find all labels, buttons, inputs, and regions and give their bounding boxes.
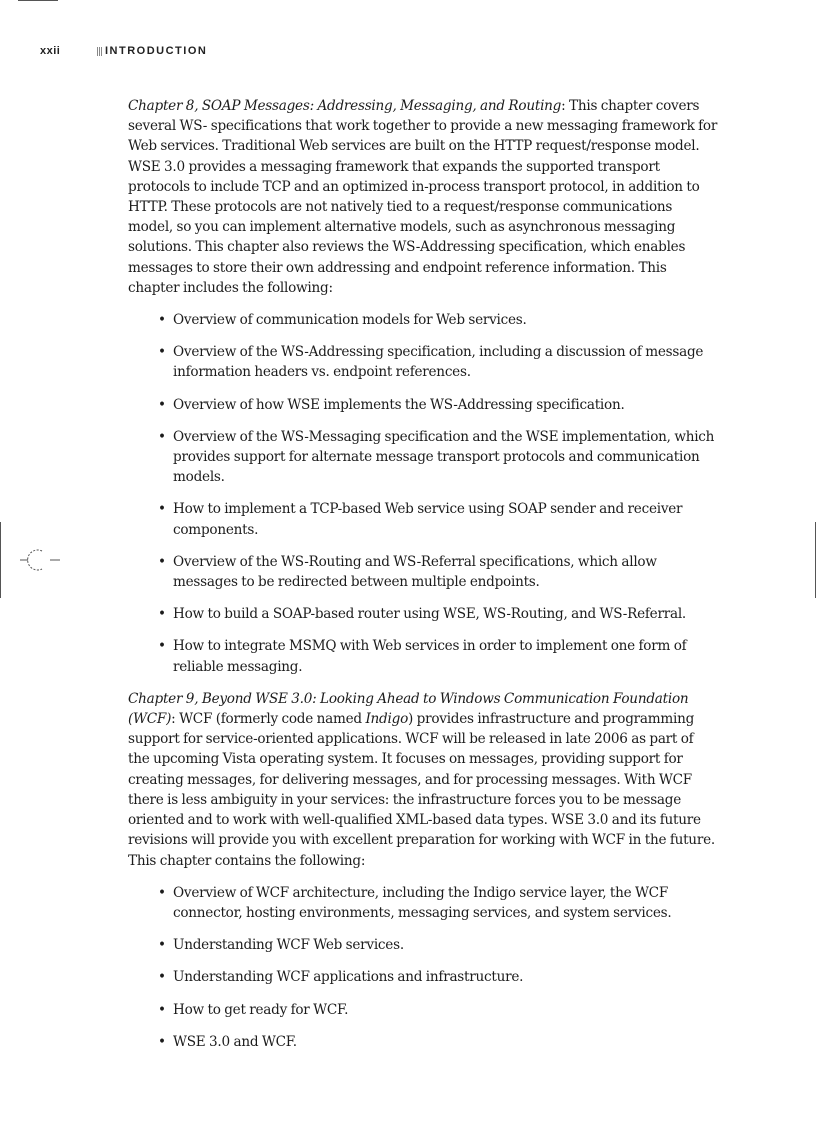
crop-mark-left [0,522,1,598]
chapter-9-description-end: ) provides infrastructure and programming support for service-oriented applications. WCF will be released in late 2006 as part of the upcoming Vista operating system. It focuses on messages, providing support for creating messages, for delivering messages, and for processing messages. With WCF there is less ambiguity in your services: the infrastructure forces you to be message oriented and to work with well-qualified XML-based data types. WSE 3.0 and its future revisions will provide you with excellent preparation for working with WCF in the future. This chapter contains the following: [128,711,715,869]
list-item: • Overview of how WSE implements the WS-Addressing specification. [128,395,718,415]
list-item: • WSE 3.0 and WCF. [128,1032,718,1052]
list-item: • How to integrate MSMQ with Web services in order to implement one form of reliable messaging. [128,636,718,676]
list-item: • Overview of the WS-Routing and WS-Referral specifications, which allow messages to be redirected between multiple endpoints. [128,552,718,592]
chapter-9-list [128,883,718,1052]
list-item: • How to implement a TCP-based Web service using SOAP sender and receiver components. [128,499,718,539]
chapter-9-title: Chapter 9, Beyond WSE 3.0: Looking Ahead to Windows Communication Foundation (WCF) [128,690,689,728]
running-head [40,44,207,58]
registration-mark-icon [20,548,60,572]
chapter-9-description-start: : WCF (formerly code named [171,711,366,728]
list-item: • Overview of WCF architecture, including the Indigo service layer, the WCF connector, hosting environments, messaging services, and system services. [128,883,718,923]
chapter-8-paragraph [128,96,718,298]
list-item: • Overview of the WS-Addressing specification, including a discussion of message information headers vs. endpoint references. [128,342,718,382]
header-separator-icon [97,47,103,56]
list-item: • Understanding WCF Web services. [128,935,718,955]
crop-mark-top [18,0,58,1]
chapter-9-paragraph [128,689,718,871]
list-item: • Overview of communication models for Web services. [128,310,718,330]
chapter-8-description: : This chapter covers several WS- specifications that work together to provide a new messaging framework for Web services. Traditional Web services are built on the HTTP request/response model. WSE 3.0 provides a messaging framework that expands the supported transport protocols to include TCP and an optimized in-process transport protocol, in addition to HTTP. These protocols are not natively tied to a request/response communications model, so you can implement alternative models, such as asynchronous messaging solutions. This chapter also reviews the WS-Addressing specification, which enables messages to store their own addressing and endpoint reference information. This chapter includes the following: [128,98,718,296]
page-number: xxii [40,45,61,57]
list-item: • Understanding WCF applications and infrastructure. [128,967,718,987]
list-item: • How to build a SOAP-based router using WSE, WS-Routing, and WS-Referral. [128,604,718,624]
chapter-8-list [128,310,718,677]
chapter-9-codename: Indigo [365,711,408,728]
page-body [128,96,718,1052]
section-title: INTRODUCTION [105,45,208,57]
list-item: • Overview of the WS-Messaging specification and the WSE implementation, which provides support for alternate message transport protocols and communication models. [128,427,718,488]
list-item: • How to get ready for WCF. [128,1000,718,1020]
chapter-8-title: Chapter 8, SOAP Messages: Addressing, Messaging, and Routing [128,98,562,114]
